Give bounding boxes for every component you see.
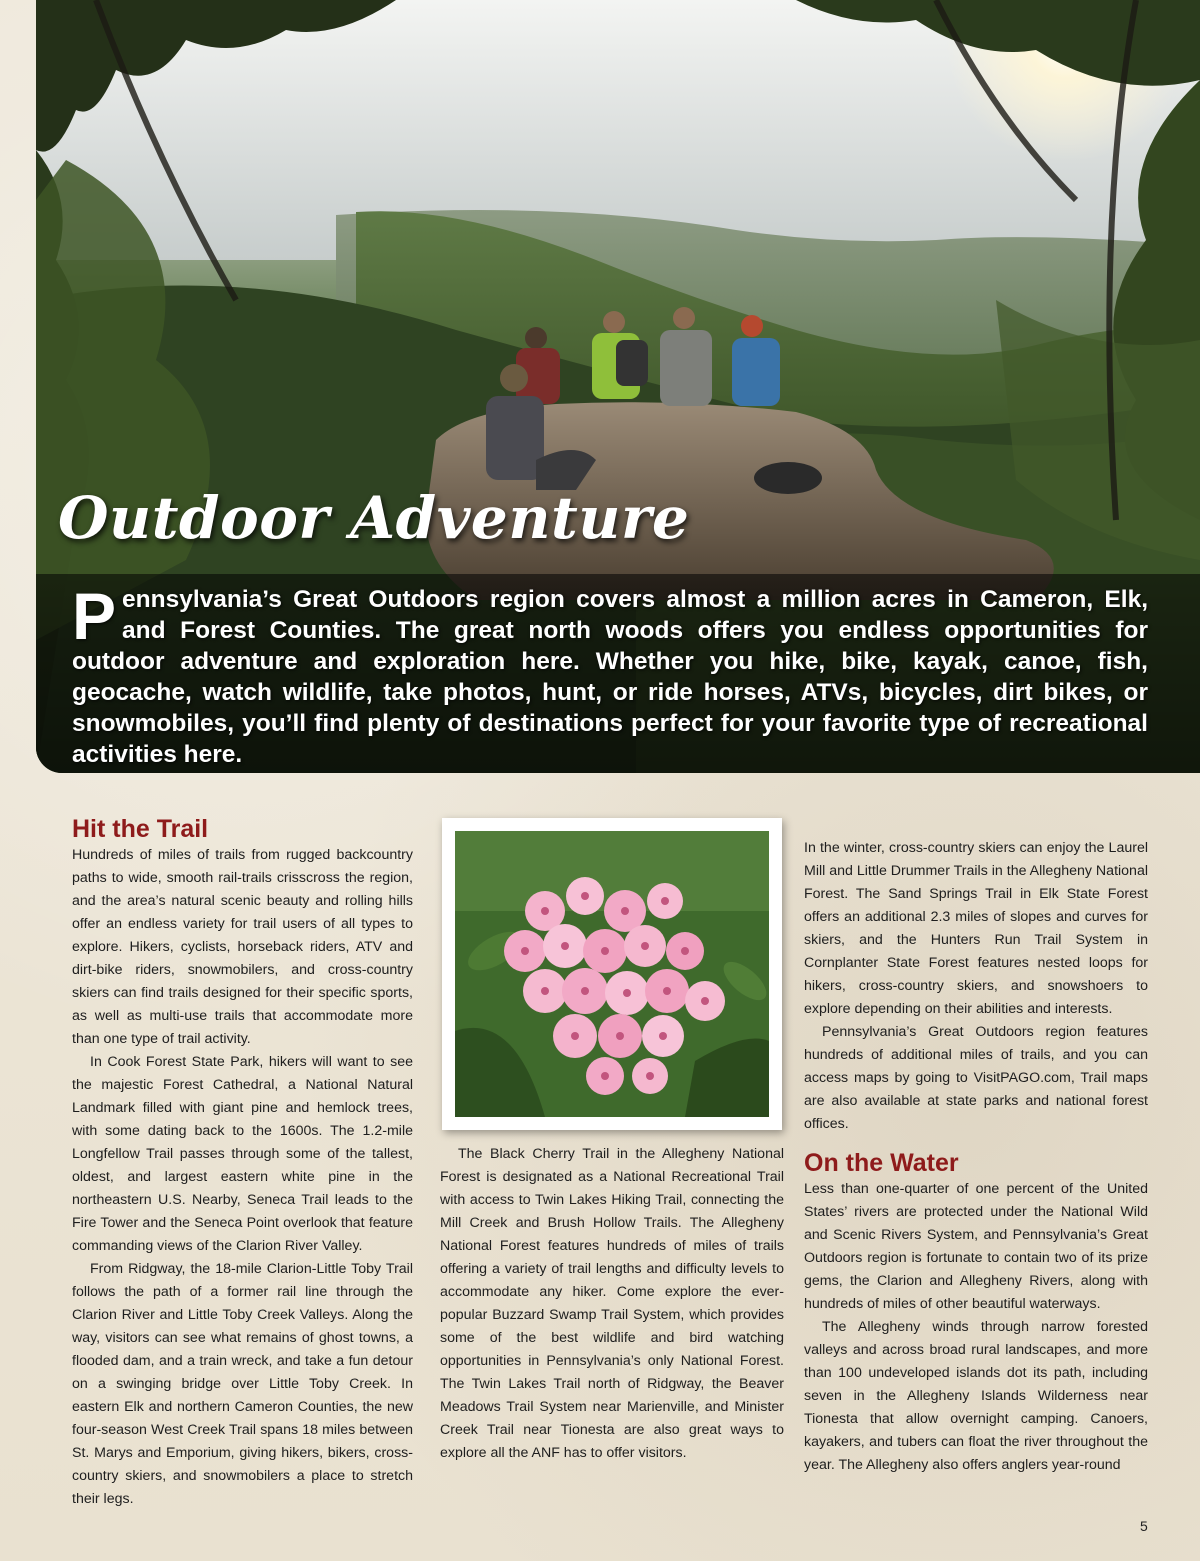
column-middle bbox=[440, 1143, 784, 1465]
page-number: 5 bbox=[1140, 1518, 1148, 1534]
body-paragraph: The Black Cherry Trail in the Allegheny National Forest is designated as a National Recreational Trail with access to Twin Lakes Hiking Trail, connecting the Mill Creek and Brush Hollow Trails. The Allegheny National Forest features hundreds of miles of trails offering a variety of trail lengths and difficulty levels to accommodate any hiker. Come explore the ever-popular Buzzard Swamp Trail System, which provides some of the best wildlife and bird watching opportunities in Pennsylvania’s only National Forest. The Twin Lakes Trail north of Ridgway, the Beaver Meadows Trail System near Marienville, and Minister Creek Trail near Tionesta are also great ways to explore all the ANF has to offer visitors. bbox=[440, 1146, 784, 1461]
column-right bbox=[804, 837, 1148, 1477]
body-paragraph: Less than one-quarter of one percent of the United States’ rivers are protected under the National Wild and Scenic Rivers System, and Pennsylvania’s Great Outdoors region is fortunate to contain two of its prize gems, the Clarion and Allegheny Rivers, along with hundreds of miles of other beautiful waterways. bbox=[804, 1181, 1148, 1312]
intro-paragraph bbox=[72, 579, 1148, 770]
body-paragraph: Pennsylvania’s Great Outdoors region features hundreds of additional miles of trails, and you can access maps by going to VisitPAGO.com, Trail maps are also available at state parks and national forest offices. bbox=[804, 1024, 1148, 1132]
body-paragraph: Hundreds of miles of trails from rugged backcountry paths to wide, smooth rail-trails crisscross the region, and the area’s natural scenic beauty and rolling hills offer an endless variety for trail users of all types to explore. Hikers, cyclists, horseback riders, ATV and dirt-bike riders, snowmobilers, and cross-country skiers can find trails designed for their specific sports, as well as multi-use trails that accommodate more than one type of trail activity. bbox=[72, 847, 413, 1047]
page-title: Outdoor Adventure bbox=[58, 484, 690, 552]
body-paragraph: In Cook Forest State Park, hikers will want to see the majestic Forest Cathedral, a National Natural Landmark filled with giant pine and hemlock trees, with some dating back to the 1600s. The 1.2-mile Longfellow Trail passes through some of the tallest, oldest, and largest eastern white pine in the northeastern U.S. Nearby, Seneca Trail leads to the Fire Tower and the Seneca Point overlook that feature commanding views of the Clarion River Valley. bbox=[72, 1054, 413, 1254]
drop-cap: P bbox=[72, 579, 117, 653]
hero-banner bbox=[36, 0, 1200, 773]
column-hit-the-trail bbox=[72, 814, 413, 1511]
body-paragraph: The Allegheny winds through narrow forested valleys and across broad rural landscapes, and more than 100 undeveloped islands dot its path, including seven in the Allegheny Islands Wilderness near Tionesta that allow overnight camping. Canoers, kayakers, and tubers can float the river throughout the year. The Allegheny also offers anglers year-round bbox=[804, 1319, 1148, 1473]
mountain-laurel-photo bbox=[455, 831, 769, 1117]
body-paragraph: From Ridgway, the 18-mile Clarion-Little Toby Trail follows the path of a former rail line through the Clarion River and Little Toby Creek Valleys. Along the way, visitors can see what remains of ghost towns, a flooded dam, and a train wreck, and take a fun detour on a swinging bridge over Little Toby Creek. In eastern Elk and northern Cameron Counties, the new four-season West Creek Trail spans 18 miles between St. Marys and Emporium, giving hikers, bikers, cross-country skiers, and snowmobilers a place to stretch their legs. bbox=[72, 1261, 413, 1507]
intro-text: ennsylvania’s Great Outdoors region covers almost a million acres in Cameron, Elk, and Forest Counties. The great north woods offers you endless opportunities for outdoor adventure and exploration here. Whether you hike, bike, kayak, canoe, fish, geocache, watch wildlife, take photos, hunt, or ride horses, ATVs, bicycles, dirt bikes, or snowmobiles, you’ll find plenty of destinations perfect for your favorite type of recreational activities here. bbox=[72, 586, 1148, 768]
section-heading-on-the-water: On the Water bbox=[804, 1149, 959, 1177]
mountain-laurel-photo-frame bbox=[442, 818, 782, 1130]
section-heading-hit-the-trail: Hit the Trail bbox=[72, 815, 209, 843]
body-paragraph: In the winter, cross-country skiers can enjoy the Laurel Mill and Little Drummer Trails in the Allegheny National Forest. The Sand Springs Trail in Elk State Forest offers an additional 2.3 miles of slopes and curves for skiers, and the Hunters Run Trail System in Cornplanter State Forest features nested loops for hikers, cross-country skiers, and snowshoers to explore depending on their abilities and interests. bbox=[804, 840, 1148, 1017]
